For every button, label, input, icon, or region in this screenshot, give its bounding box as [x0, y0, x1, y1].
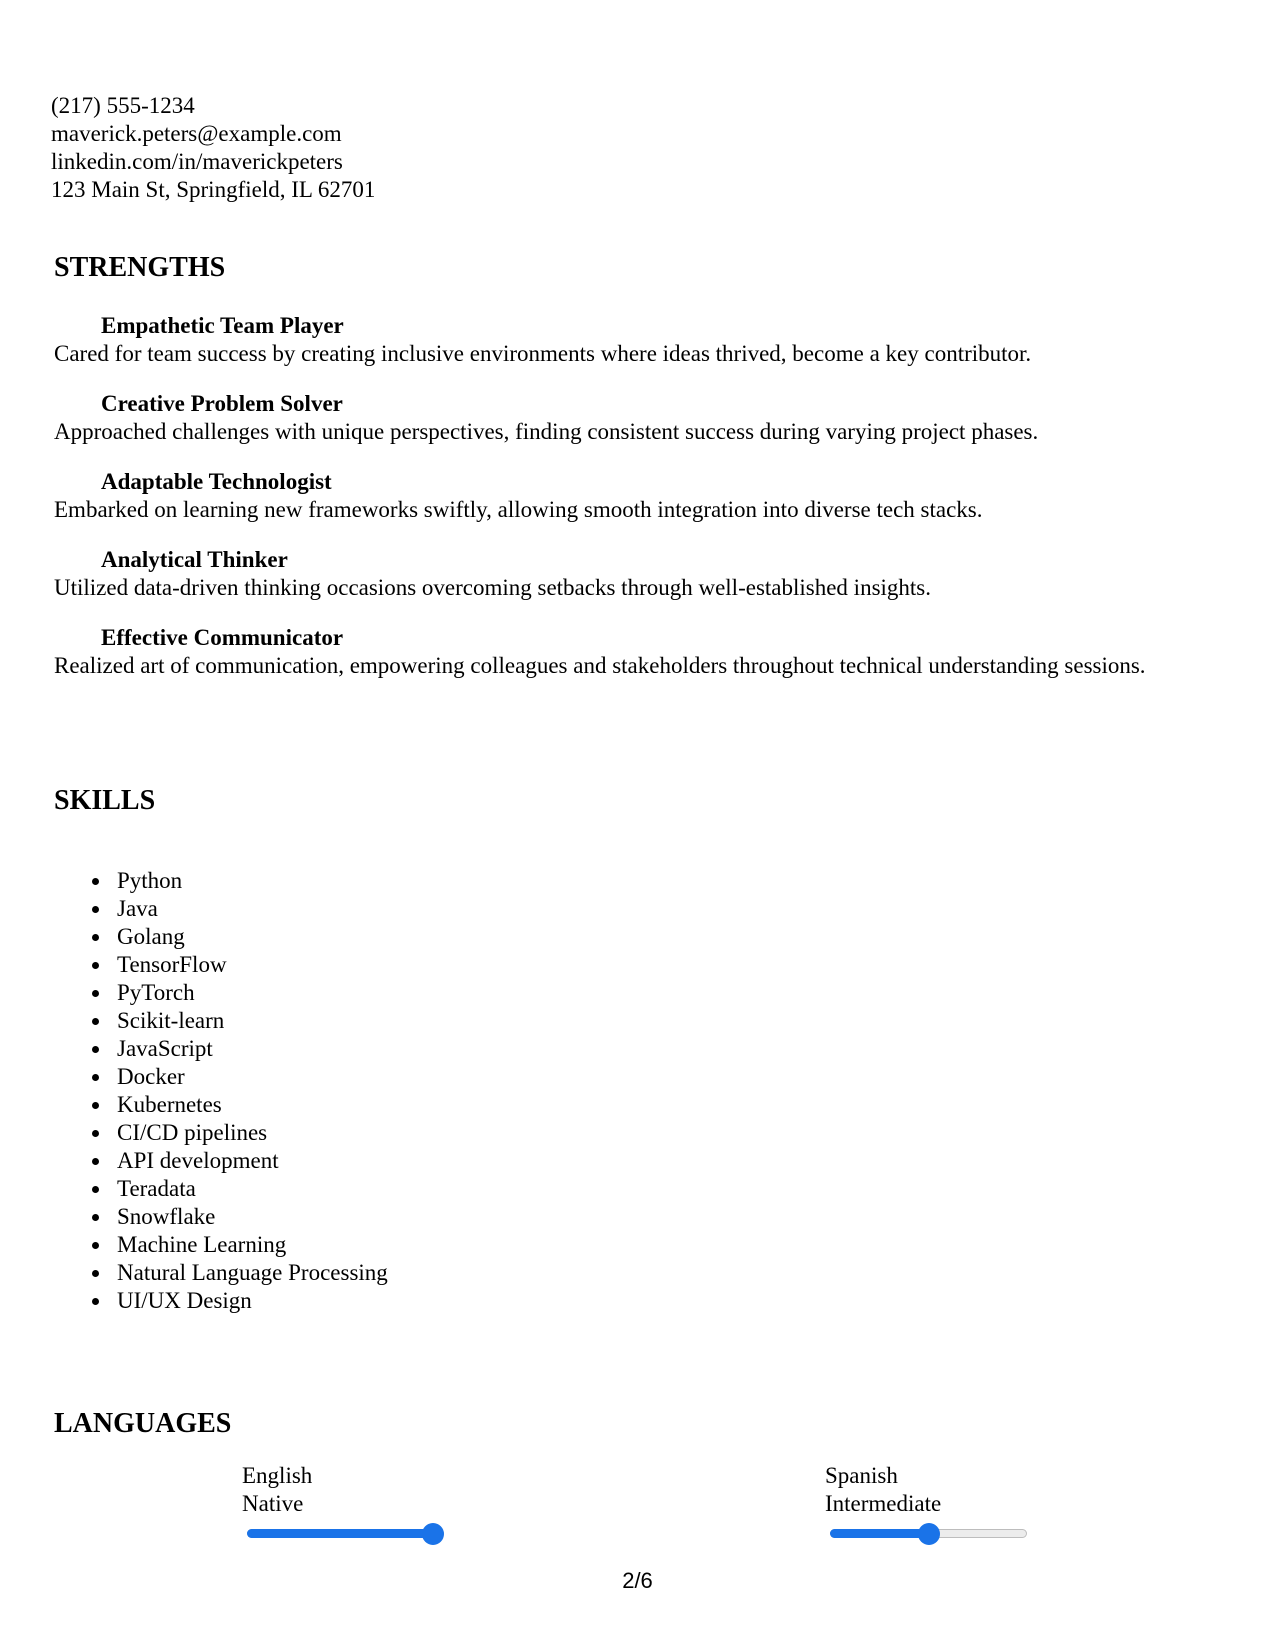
- skill-item: UI/UX Design: [88, 1287, 388, 1315]
- skill-item: Natural Language Processing: [88, 1259, 388, 1287]
- skills-list: [88, 867, 388, 1315]
- slider-thumb[interactable]: [422, 1523, 444, 1545]
- skill-item: Golang: [88, 923, 388, 951]
- skills-heading: SKILLS: [54, 785, 156, 816]
- language-level: Native: [242, 1491, 304, 1516]
- skill-item: CI/CD pipelines: [88, 1119, 388, 1147]
- language-name: English: [242, 1463, 313, 1488]
- language-english: [242, 1462, 444, 1540]
- contact-linkedin: linkedin.com/in/maverickpeters: [51, 149, 343, 174]
- skill-item: API development: [88, 1147, 388, 1175]
- skill-item: Python: [88, 867, 388, 895]
- strength-description: Utilized data-driven thinking occasions overcoming setbacks through well-established insights.: [54, 575, 931, 600]
- languages-heading: LANGUAGES: [54, 1408, 232, 1439]
- strength-item: [54, 624, 1174, 680]
- contact-info: [51, 92, 375, 204]
- spanish-proficiency-slider[interactable]: [830, 1526, 1027, 1540]
- contact-address: 123 Main St, Springfield, IL 62701: [51, 177, 376, 202]
- language-name: Spanish: [825, 1463, 898, 1488]
- strength-name: Empathetic Team Player: [101, 313, 344, 338]
- language-spanish: [825, 1462, 1027, 1540]
- page-number: 2/6: [622, 1568, 653, 1593]
- strength-item: [54, 390, 1174, 446]
- strength-description: Cared for team success by creating inclusive environments where ideas thrived, become a key contributor.: [54, 341, 1032, 366]
- strength-description: Approached challenges with unique perspectives, finding consistent success during varying project phases.: [54, 419, 1039, 444]
- strength-name: Effective Communicator: [101, 625, 344, 650]
- skill-item: Java: [88, 895, 388, 923]
- skill-item: Snowflake: [88, 1203, 388, 1231]
- skill-item: Scikit-learn: [88, 1007, 388, 1035]
- skill-item: Machine Learning: [88, 1231, 388, 1259]
- strength-item: [54, 468, 1174, 524]
- strength-name: Creative Problem Solver: [101, 391, 343, 416]
- slider-fill: [247, 1529, 433, 1538]
- strength-item: [54, 312, 1174, 368]
- skill-item: TensorFlow: [88, 951, 388, 979]
- strength-description: Realized art of communication, empowering colleagues and stakeholders throughout technical understanding sessions.: [54, 653, 1146, 678]
- strengths-heading: STRENGTHS: [54, 252, 226, 283]
- slider-thumb[interactable]: [918, 1523, 940, 1545]
- contact-phone: (217) 555-1234: [51, 93, 195, 118]
- skill-item: PyTorch: [88, 979, 388, 1007]
- slider-fill: [830, 1529, 929, 1538]
- strength-name: Adaptable Technologist: [101, 469, 332, 494]
- contact-email: maverick.peters@example.com: [51, 121, 342, 146]
- strength-name: Analytical Thinker: [101, 547, 288, 572]
- english-proficiency-slider[interactable]: [247, 1526, 444, 1540]
- strength-description: Embarked on learning new frameworks swiftly, allowing smooth integration into diverse tech stacks.: [54, 497, 983, 522]
- skill-item: Kubernetes: [88, 1091, 388, 1119]
- language-level: Intermediate: [825, 1491, 942, 1516]
- strengths-list: [54, 312, 1174, 702]
- skill-item: Teradata: [88, 1175, 388, 1203]
- strength-item: [54, 546, 1174, 602]
- skill-item: JavaScript: [88, 1035, 388, 1063]
- skill-item: Docker: [88, 1063, 388, 1091]
